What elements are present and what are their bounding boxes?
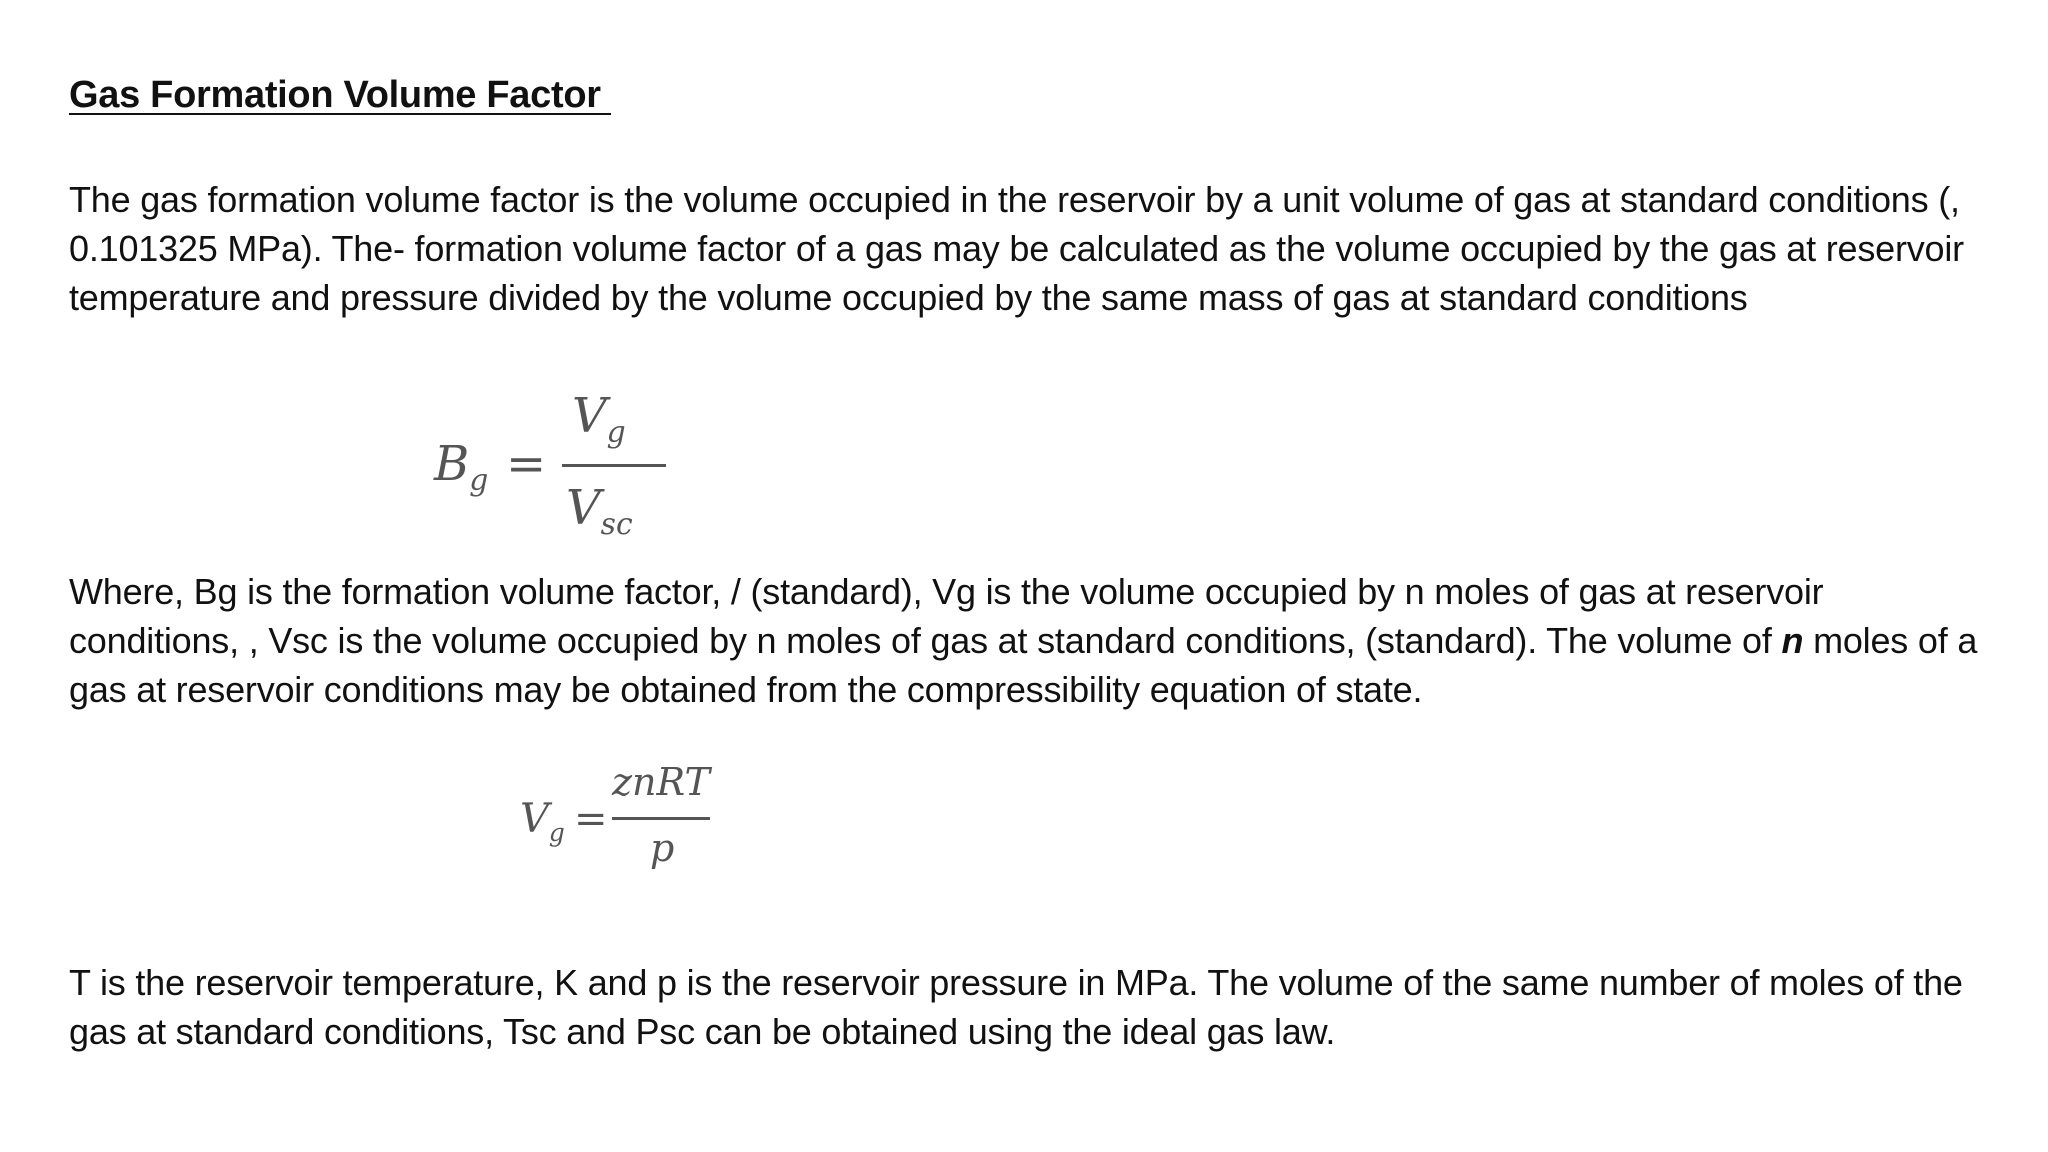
equals-sign: =: [574, 796, 608, 842]
equation-denominator: $V_{sc}$: [566, 480, 633, 543]
page-title: Gas Formation Volume Factor: [69, 74, 611, 116]
equation-numerator: $V_g$: [572, 388, 626, 451]
equation-denominator: p: [650, 826, 675, 870]
equation-lhs: $V_g$: [520, 796, 565, 847]
compressibility-equation: [516, 760, 736, 880]
equation-numerator: znRT: [612, 760, 710, 804]
emphasis-n: n: [1781, 620, 1804, 661]
definition-paragraph: The gas formation volume factor is the volume occupied in the reservoir by a unit volume of gas at standard conditions (, 0.101325 MPa). The- formation volume factor of a gas may be calculated as the volume occupied by the gas at reservoir temperature and pressure divided by the volume occupied by the same mass of gas at standard conditions: [69, 179, 1964, 318]
fraction-bar: [612, 817, 710, 820]
equals-sign: =: [506, 436, 547, 492]
equation-lhs: $B_g$: [434, 436, 489, 499]
temperature-pressure-paragraph: T is the reservoir temperature, K and p is the reservoir pressure in MPa. The volume of the same number of moles of the gas at standard conditions, Tsc and Psc can be obtained using the ideal gas law.: [69, 962, 1963, 1052]
formation-volume-factor-equation: [430, 388, 650, 543]
where-paragraph: Where, Bg is the formation volume factor, / (standard), Vg is the volume occupied by n moles of gas at reservoir conditions, , Vsc is the volume occupied by n moles of gas at standard conditions, (standard). The volume of n moles of a gas at reservoir conditions may be obtained from the compressibility equation of state.: [69, 571, 1978, 710]
fraction-bar: [562, 464, 666, 467]
